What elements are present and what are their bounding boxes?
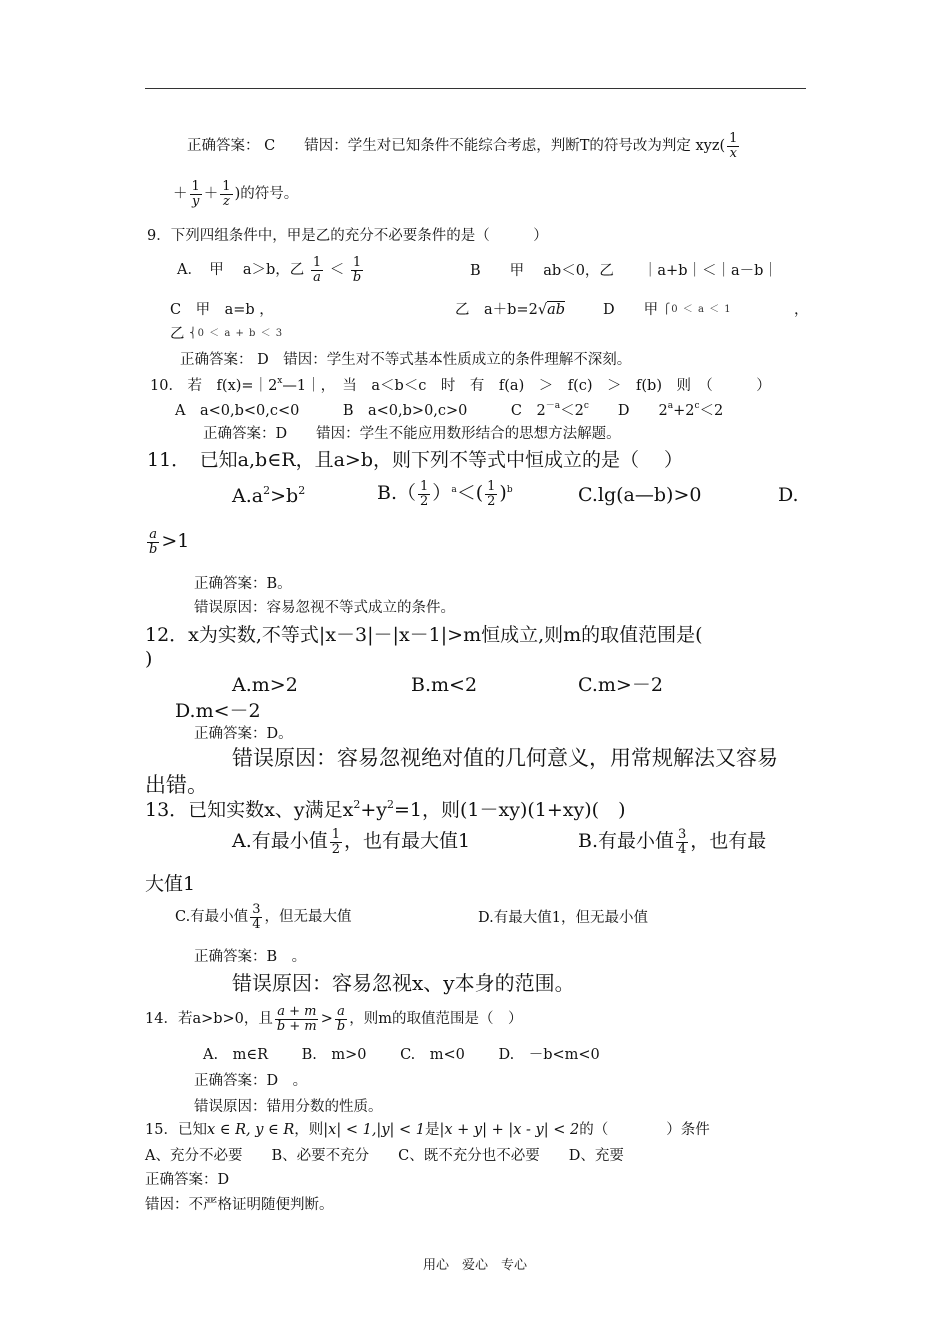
q15-options: A、充分不必要 B、必要不充分 C、既不充分也不必要 D、充要 xyxy=(145,1148,624,1164)
q12-reason: 错误原因：容易忽视绝对值的几何意义，用常规解法又容易 xyxy=(232,746,778,770)
q12-stem: 12．x为实数,不等式|x－3|－|x－1|>m恒成立,则m的取值范围是( xyxy=(145,624,703,646)
q12-option-c: C.m>－2 xyxy=(578,674,663,696)
q11-option-c: C.lg(a—b)>0 xyxy=(578,484,702,506)
q13-option-b-cont: 大值1 xyxy=(145,873,196,895)
q14-options: A. m∈R B. m>0 C. m<0 D. －b<m<0 xyxy=(203,1047,600,1063)
q10-answer: 正确答案：D 错因：学生不能应用数形结合的思想方法解题。 xyxy=(203,426,621,442)
q14-reason: 错误原因：错用分数的性质。 xyxy=(194,1099,383,1115)
fraction-1-over-z: $\frac{1}{z}$ xyxy=(222,179,231,209)
q14-answer: 正确答案：D 。 xyxy=(194,1073,308,1089)
q12-stem-cont: ) xyxy=(145,648,153,670)
q12-option-d: D.m<－2 xyxy=(175,700,261,722)
q9-option-d-comma: ， xyxy=(794,302,809,318)
q13-option-b: B.有最小值 $\frac{3}{4}$ ，也有最 xyxy=(578,827,767,857)
fraction-1-over-y: $\frac{1}{y}$ xyxy=(191,179,200,209)
q13-option-c: C.有最小值 $\frac{3}{4}$ ，但无最大值 xyxy=(175,902,352,932)
q12-option-a: A.m>2 xyxy=(232,674,298,696)
q11-stem: 11． 已知a,b∈R，且a>b，则下列不等式中恒成立的是（ ） xyxy=(147,449,684,471)
fraction-1-over-x: $\frac{1}{x}$ xyxy=(729,131,738,161)
q13-option-a: A.有最小值 $\frac{1}{2}$ ，也有最大值1 xyxy=(232,827,471,857)
q13-answer: 正确答案：B 。 xyxy=(194,949,307,965)
q15-stem: 15．已知x ∈ R, y ∈ R，则|x| < 1,|y| < 1是|x + y| + |x - y| < 2的（ ）条件 xyxy=(145,1122,710,1138)
q9-option-d-yi: 乙 ⎨0 ＜ a + b ＜ 3 xyxy=(170,326,284,342)
q12-answer: 正确答案：D。 xyxy=(194,726,293,742)
q9-option-d: D 甲 ⎧0 ＜ a ＜ 1 xyxy=(603,302,732,318)
q9-option-c: C 甲 a=b ， xyxy=(170,302,274,318)
q11-option-a: $A.a^2>b^2$ xyxy=(232,484,306,507)
q9-option-b: B 甲 ab＜0，乙 ｜a+b｜＜｜a－b｜ xyxy=(470,263,778,279)
q13-reason: 错误原因：容易忽视x、y本身的范围。 xyxy=(232,971,575,995)
q13-option-d: D.有最大值1，但无最小值 xyxy=(478,910,648,926)
q11-answer: 正确答案：B。 xyxy=(194,576,292,592)
q11-option-b: B.（ $\frac{1}{2}$ ）$^a$＜( $\frac{1}{2}$ )$^b$ xyxy=(377,479,513,509)
q9-option-c-yi: 乙 a＋b=2√ab xyxy=(455,302,565,318)
q11-option-d: D. xyxy=(778,484,799,506)
q11-option-d-expr: $\frac{a}{b}$ >1 xyxy=(149,527,190,557)
q13-stem: 13．已知实数x、y满足$x^2+y^2=1$，则(1－xy)(1+xy)( ) xyxy=(145,798,626,821)
page-footer: 用心 爱心 专心 xyxy=(422,1258,527,1273)
q9-answer: 正确答案： D 错因：学生对不等式基本性质成立的条件理解不深刻。 xyxy=(180,352,632,368)
q12-option-b: B.m<2 xyxy=(411,674,478,696)
sqrt-symbol: √ xyxy=(537,302,548,318)
q15-reason: 错因：不严格证明随便判断。 xyxy=(145,1197,334,1213)
header-rule xyxy=(145,88,806,89)
q8-tail-line: ＋ $\frac{1}{y}$ ＋ $\frac{1}{z}$ )的符号。 xyxy=(173,179,299,209)
q9-option-a: A． 甲 a＞b，乙 $\frac{1}{a}$ ＜ $\frac{1}{b}$ xyxy=(177,255,362,285)
q10-options: A a<0,b<0,c<0 B a<0,b>0,c>0 C $2^{-a}<2^c$ D $2^a+2^c<2$ xyxy=(175,401,724,419)
q9-stem: 9．下列四组条件中，甲是乙的充分不必要条件的是（ ） xyxy=(147,228,548,244)
q8-answer-line: 正确答案： C 错因：学生对已知条件不能综合考虑，判断T的符号改为判定 xyz( $\frac{1}{x}$ xyxy=(187,131,738,161)
q14-stem: 14．若a>b>0，且 $\frac{a + m}{b + m}$ > $\frac{a}{b}$ ，则m的取值范围是（ ） xyxy=(145,1004,523,1034)
q10-stem: 10． 若 $f(x)=|2^x—1|$， 当 a＜b＜c 时 有 f(a) ＞ f(c) ＞ f(b) 则 （ ） xyxy=(150,376,771,394)
q15-answer: 正确答案：D xyxy=(145,1172,230,1188)
q12-reason-cont: 出错。 xyxy=(145,773,208,797)
q11-reason: 错误原因：容易忽视不等式成立的条件。 xyxy=(194,600,455,616)
